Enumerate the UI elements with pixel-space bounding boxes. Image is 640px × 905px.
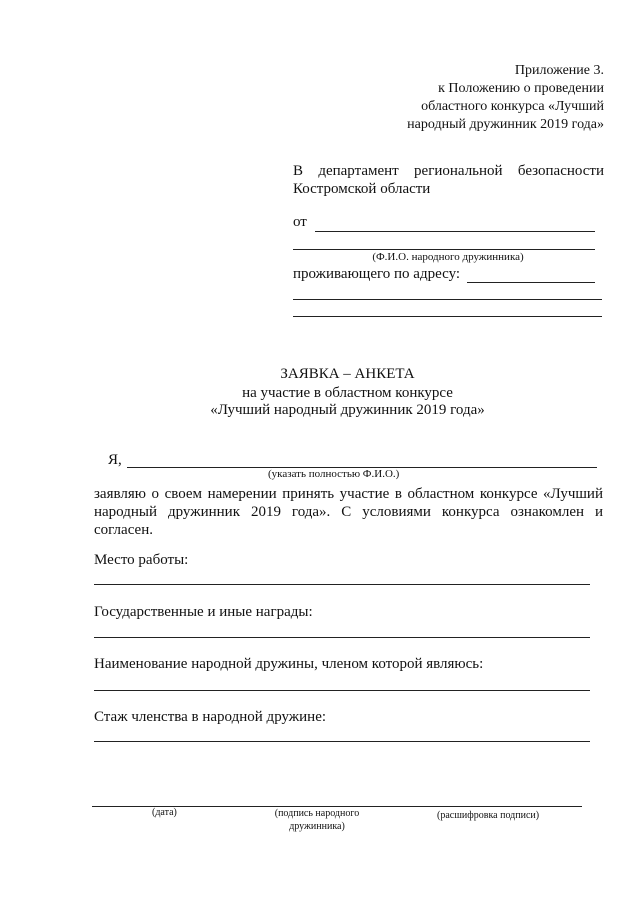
address-line-3: [293, 316, 602, 317]
from-fio-line: [315, 231, 595, 232]
addressee-line-1: В департамент региональной безопасности: [293, 163, 604, 179]
addressee-fio-caption: (Ф.И.О. народного дружинника): [372, 251, 524, 263]
squad-name-line: [94, 690, 590, 691]
appendix-line-3: областного конкурса «Лучший: [421, 99, 604, 114]
statement-line-1: заявляю о своем намерении принять участие в областном конкурсе «Лучший: [94, 486, 603, 502]
address-line-2: [293, 299, 602, 300]
date-caption: (дата): [152, 807, 177, 818]
squad-name-label: Наименование народной дружины, членом которой являюсь:: [94, 656, 484, 672]
form-title: ЗАЯВКА – АНКЕТА: [280, 366, 415, 382]
decoding-caption: (расшифровка подписи): [437, 810, 540, 821]
sign-caption-2: дружинника): [289, 821, 345, 832]
awards-line: [94, 637, 590, 638]
appendix-line-1: Приложение 3.: [514, 63, 604, 78]
from-label: от: [293, 214, 307, 230]
workplace-line: [94, 584, 590, 585]
membership-line: [94, 741, 590, 742]
membership-label: Стаж членства в народной дружине:: [94, 709, 327, 725]
form-subtitle-1: на участие в областном конкурсе: [242, 385, 453, 401]
statement-line-3: согласен.: [94, 522, 153, 538]
fio-line-2: [293, 249, 595, 250]
appendix-line-4: народный дружинник 2019 года»: [407, 117, 604, 132]
form-subtitle-2: «Лучший народный дружинник 2019 года»: [210, 402, 485, 418]
workplace-label: Место работы:: [94, 552, 189, 568]
address-label: проживающего по адресу:: [293, 266, 461, 282]
addressee-line-2: Костромской области: [293, 181, 431, 197]
applicant-fio-caption: (указать полностью Ф.И.О.): [268, 468, 400, 480]
ya-label: Я,: [108, 452, 122, 468]
appendix-line-2: к Положению о проведении: [438, 81, 604, 96]
awards-label: Государственные и иные награды:: [94, 604, 313, 620]
statement-line-2: народный дружинник 2019 года». С условиями конкурса ознакомлен и: [94, 504, 603, 520]
address-line-1: [467, 282, 595, 283]
sign-caption-1: (подпись народного: [274, 808, 360, 819]
